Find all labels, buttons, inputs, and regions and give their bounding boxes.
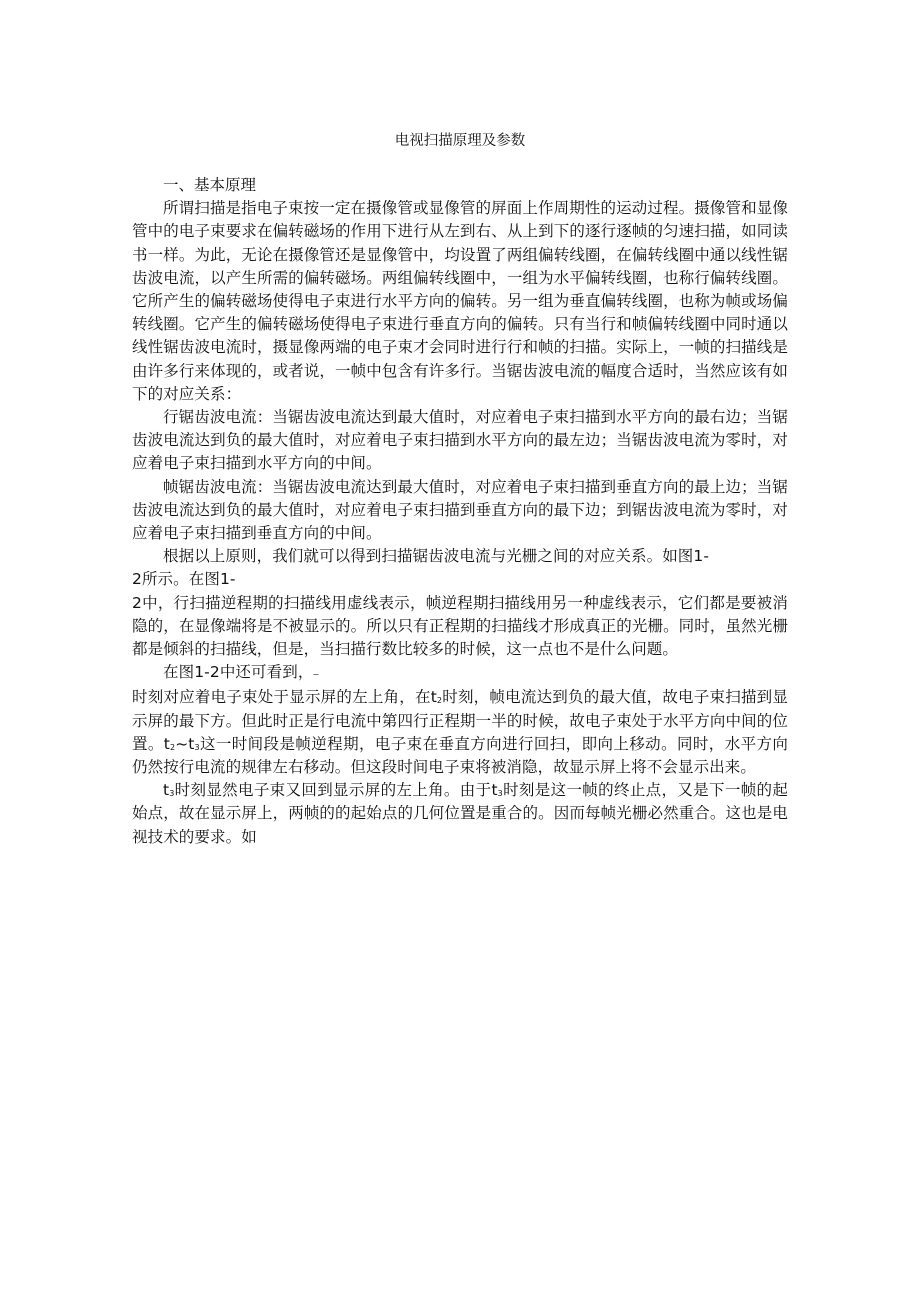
subscript-3: 3: [169, 789, 175, 799]
paragraph-line-sawtooth: 行锯齿波电流：当锯齿波电流达到最大值时，对应着电子束扫描到水平方向的最右边；当锯齿波电流达到负的最大值时，对应着电子束扫描到水平方向的最左边；当锯齿波电流为零时，对应着电子束扫描到水平方向的中间。: [132, 408, 788, 473]
subscript-2: 2: [436, 696, 443, 706]
paragraph-figure-observation-text1: 时刻对应着电子束处于显示屏的左上角，在t: [132, 688, 437, 707]
subscript-2: 2: [169, 742, 176, 752]
document-title: 电视扫描原理及参数: [394, 133, 526, 149]
missing-symbol-mark: ⎯: [313, 669, 319, 681]
paragraph-frame-restart-text2: 时刻显然电子束又回到显示屏的左上角。由于t: [174, 781, 498, 800]
paragraph-figure-observation-text4: 这一时间段是帧逆程期，电子束在垂直方向进行回扫，即向上移动。同时，水平方向仍然按行电流的规律左右移动。但这段时间电子束将被消隐，故显示屏上将不会显示出来。: [132, 734, 788, 777]
subscript-3: 3: [194, 742, 200, 752]
paragraph-figure-relation-part3: 2中，行扫描逆程期的扫描线用虚线表示，帧逆程期扫描线用另一种虚线表示，它们都是要被消隐的，在显像端将是不被显示的。所以只有正程期的扫描线才形成真正的光栅。同时，虽然光栅都是倾斜的扫描线，但是，当扫描行数比较多的时候，这一点也不是什么问题。: [132, 593, 788, 659]
paragraph-frame-restart: [132, 779, 788, 849]
paragraph-frame-restart-text1: t: [163, 781, 170, 800]
paragraph-figure-observation-text3: ~t: [175, 734, 195, 753]
section-heading: 一、基本原理: [163, 176, 257, 194]
paragraph-frame-sawtooth: 帧锯齿波电流：当锯齿波电流达到最大值时，对应着电子束扫描到垂直方向的最上边；当锯齿波电流达到负的最大值时，对应着电子束扫描到垂直方向的最下边；到锯齿波电流为零时，对应着电子束扫描到垂直方向的中间。: [132, 477, 788, 543]
paragraph-figure-relation-part2: 2所示。在图1-: [132, 570, 236, 589]
paragraph-scanning-principle: 所谓扫描是指电子束按一定在摄像管或显像管的屏面上作周期性的运动过程。摄像管和显像管中的电子束要求在偏转磁场的作用下进行从左到右、从上到下的逐行逐帧的匀速扫描，如同读书一样。为此，无论在摄像管还是显像管中，均设置了两组偏转线圈，在偏转线圈中通以线性锯齿波电流，以产生所需的偏转磁场。两组偏转线圈中，一组为水平偏转线圈，也称行偏转线圈。它所产生的偏转磁场使得电子束进行水平方向的偏转。另一组为垂直偏转线圈，也称为帧或场偏转线圈。它产生的偏转磁场使得电子束进行垂直方向的偏转。只有当行和帧偏转线圈中同时通以线性锯齿波电流时，摄显像两端的电子束才会同时进行行和帧的扫描。实际上，一帧的扫描线是由许多行来体现的，或者说，一帧中包含有许多行。当锯齿波电流的幅度合适时，当然应该有如下的对应关系：: [132, 199, 788, 403]
paragraph-figure-observation: [132, 661, 788, 779]
paragraph-figure-relation: [132, 545, 788, 661]
subscript-3: 3: [497, 789, 503, 799]
document-page: [132, 130, 788, 849]
paragraph-figure-observation-text2: 时刻，帧电流达到负的最大值，故电子束扫描到显示屏的最下方。但此时正是行电流中第四行正程期一半的时候，故电子束处于水平方向中间的位置。t: [132, 688, 788, 753]
paragraph-figure-observation-lead: 在图1-2中还可看到，: [163, 663, 314, 682]
paragraph-frame-restart-text3: 时刻是这一帧的终止点，又是下一帧的起始点，故在显示屏上，两帧的的起始点的几何位置是重合的。因而每帧光栅必然重合。这也是电视技术的要求。如: [132, 781, 788, 846]
paragraph-figure-relation-part1: 根据以上原则，我们就可以得到扫描锯齿波电流与光栅之间的对应关系。如图1-: [163, 547, 710, 566]
